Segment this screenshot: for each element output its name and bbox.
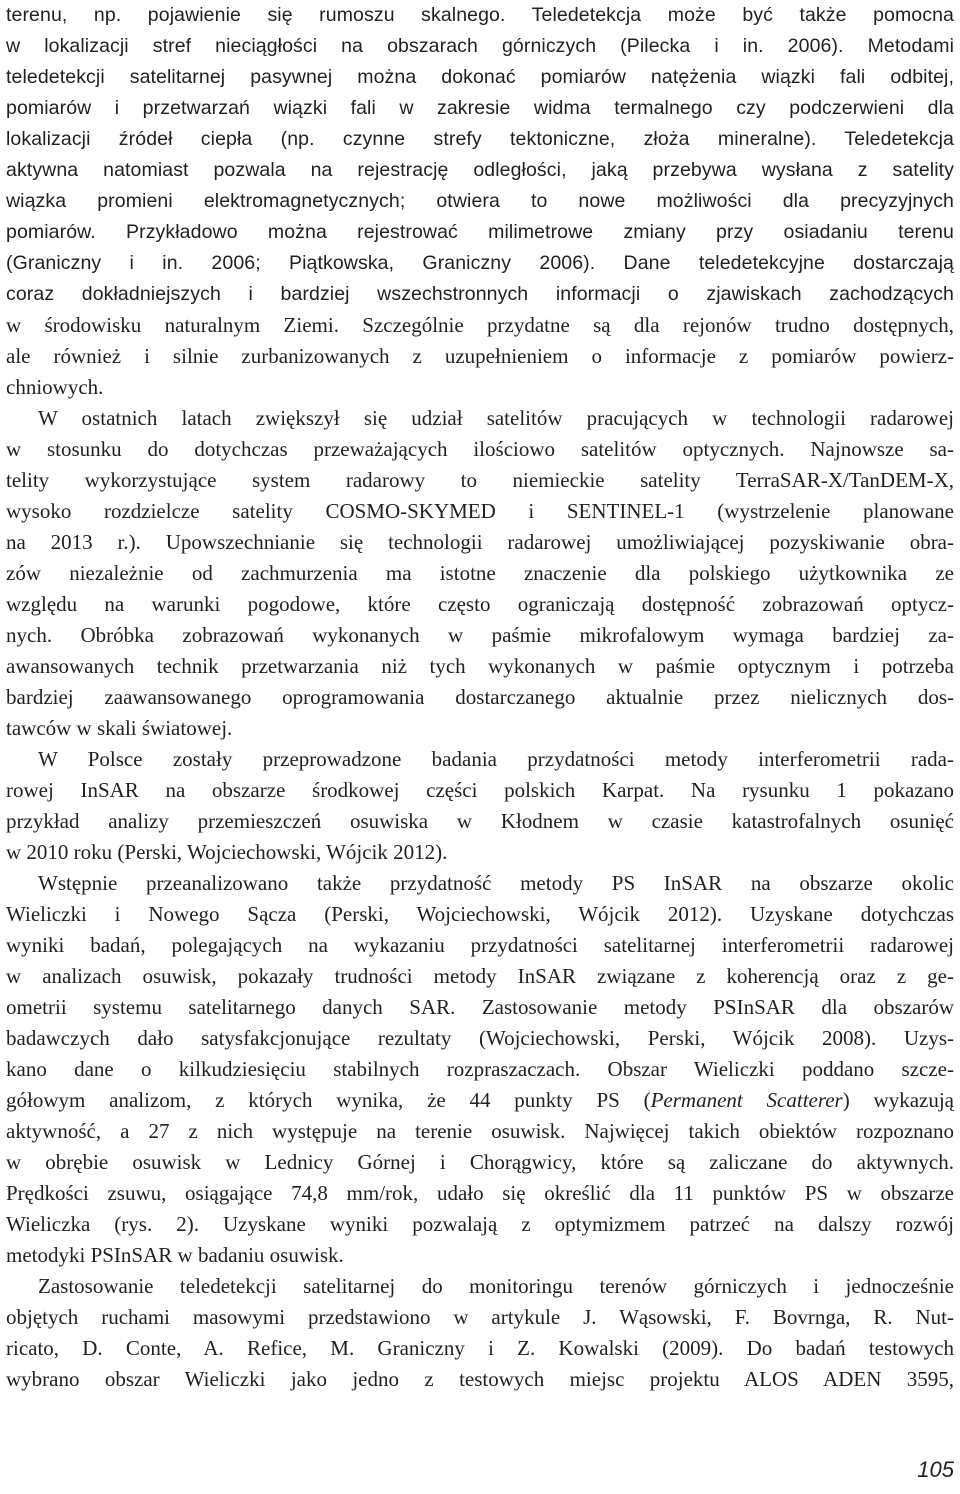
text-line: W ostatnich latach zwiększył się udział satelitów pracujących w technologii radarowej <box>38 406 954 430</box>
text-line: Prędkości zsuwu, osiągające 74,8 mm/rok, udało się określić dla 11 punktów PS w obszarze <box>6 1181 954 1205</box>
text-line: aktywność, a 27 z nich występuje na terenie osuwisk. Najwięcej takich obiektów rozpoznano <box>6 1119 954 1143</box>
text-line: chniowych. <box>6 375 104 399</box>
text-line: wybrano obszar Wieliczki jako jedno z testowych miejsc projektu ALOS ADEN 3595, <box>6 1367 954 1391</box>
text-line: teledetekcji satelitarnej pasywnej można dokonać pomiarów natężenia wiązki fali odbitej, <box>6 66 954 88</box>
text-line: pomiarów i przetwarzań wiązki fali w zakresie widma termalnego czy podczerwieni dla <box>6 97 954 119</box>
text-line: aktywna natomiast pozwala na rejestrację odległości, jaką przebywa wysłana z satelity <box>6 159 954 181</box>
text-line: bardziej zaawansowanego oprogramowania dostarczanego aktualnie przez nielicznych dos- <box>6 685 954 709</box>
text-line: w lokalizacji stref nieciągłości na obszarach górniczych (Pilecka i in. 2006). Metodami <box>6 35 954 57</box>
text-line: lokalizacji źródeł ciepła (np. czynne strefy tektoniczne, złoża mineralne). Teledetekcja <box>6 128 954 150</box>
page-number: 105 <box>917 1457 954 1482</box>
text-line: coraz dokładniejszych i bardziej wszechstronnych informacji o zjawiskach zachodzących <box>6 283 954 305</box>
text-line: w stosunku do dotychczas przeważających ilościowo satelitów optycznych. Najnowsze sa- <box>6 437 954 461</box>
text-line: w analizach osuwisk, pokazały trudności metody InSAR związane z koherencją oraz z ge- <box>6 964 954 988</box>
text-line: telity wykorzystujące system radarowy to niemieckie satelity TerraSAR-X/TanDEM-X, <box>6 468 954 492</box>
text-line: Zastosowanie teledetekcji satelitarnej do monitoringu terenów górniczych i jednocześnie <box>38 1274 954 1298</box>
text-line: ometrii systemu satelitarnego danych SAR. Zastosowanie metody PSInSAR dla obszarów <box>6 995 954 1019</box>
text-line: w obrębie osuwisk w Lednicy Górnej i Chorągwicy, które są zaliczane do aktywnych. <box>6 1150 954 1174</box>
text-line: w środowisku naturalnym Ziemi. Szczególnie przydatne są dla rejonów trudno dostępnych, <box>6 313 954 337</box>
text-line: nych. Obróbka zobrazowań wykonanych w paśmie mikrofalowym wymaga bardziej za- <box>6 623 954 647</box>
text-line: metodyki PSInSAR w badaniu osuwisk. <box>6 1243 344 1267</box>
body-text <box>6 0 954 1395</box>
text-line: W Polsce zostały przeprowadzone badania przydatności metody interferometrii rada- <box>38 747 954 771</box>
text-line: Wieliczka (rys. 2). Uzyskane wyniki pozwalają z optymizmem patrzeć na dalszy rozwój <box>6 1212 954 1236</box>
text-line: rowej InSAR na obszarze środkowej części polskich Karpat. Na rysunku 1 pokazano <box>6 778 954 802</box>
text-line: awansowanych technik przetwarzania niż tych wykonanych w paśmie optycznym i potrzeba <box>6 654 954 678</box>
text-segment: gółowym analizom, z których wynika, że 44 punkty PS ( <box>6 1088 651 1112</box>
text-line: względu na warunki pogodowe, które często ograniczają dostępność zobrazowań optycz- <box>6 592 954 616</box>
text-line: Wieliczki i Nowego Sącza (Perski, Wojciechowski, Wójcik 2012). Uzyskane dotychczas <box>6 902 954 926</box>
text-line: badawczych dało satysfakcjonujące rezultaty (Wojciechowski, Perski, Wójcik 2008). Uzys- <box>6 1026 954 1050</box>
text-line: kano dane o kilkudziesięciu stabilnych rozpraszaczach. Obszar Wieliczki poddano szcze- <box>6 1057 954 1081</box>
text-line: na 2013 r.). Upowszechnianie się technologii radarowej umożliwiającej pozyskiwanie obra- <box>6 530 954 554</box>
text-line: terenu, np. pojawienie się rumoszu skalnego. Teledetekcja może być także pomocna <box>6 4 954 26</box>
text-line: tawców w skali światowej. <box>6 716 233 740</box>
text-line: wysoko rozdzielcze satelity COSMO-SKYMED i SENTINEL-1 (wystrzelenie planowane <box>6 499 954 523</box>
text-segment: ) wykazują <box>842 1088 954 1112</box>
text-line: wyniki badań, polegających na wykazaniu przydatności satelitarnej interferometrii radarowej <box>6 933 954 957</box>
text-line: objętych ruchami masowymi przedstawiono w artykule J. Wąsowski, F. Bovrnga, R. Nut- <box>6 1305 954 1329</box>
text-line: Wstępnie przeanalizowano także przydatność metody PS InSAR na obszarze okolic <box>38 871 954 895</box>
text-line-with-italic <box>6 1085 954 1116</box>
text-line: w 2010 roku (Perski, Wojciechowski, Wójcik 2012). <box>6 840 448 864</box>
text-line: zów niezależnie od zachmurzenia ma istotne znaczenie dla polskiego użytkownika ze <box>6 561 954 585</box>
text-line: (Graniczny i in. 2006; Piątkowska, Graniczny 2006). Dane teledetekcyjne dostarczają <box>6 252 954 274</box>
text-line: wiązka promieni elektromagnetycznych; otwiera to nowe możliwości dla precyzyjnych <box>6 190 954 212</box>
text-line: ricato, D. Conte, A. Refice, M. Graniczny i Z. Kowalski (2009). Do badań testowych <box>6 1336 954 1360</box>
italic-term: Permanent Scatterer <box>650 1088 843 1112</box>
text-line: ale również i silnie zurbanizowanych z uzupełnieniem o informacje z pomiarów powierz- <box>6 344 954 368</box>
text-line: pomiarów. Przykładowo można rejestrować milimetrowe zmiany przy osiadaniu terenu <box>6 221 954 243</box>
text-line: przykład analizy przemieszczeń osuwiska w Kłodnem w czasie katastrofalnych osunięć <box>6 809 954 833</box>
